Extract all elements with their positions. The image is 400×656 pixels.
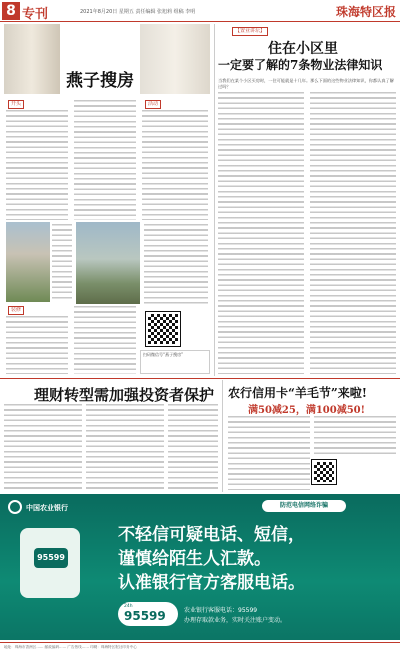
qr-caption: 扫码微信号“燕子搜房” [143, 352, 184, 357]
building-photo-top-right [140, 24, 210, 94]
hotline-number: 95599 [124, 609, 166, 623]
section-divider [0, 378, 400, 379]
column-divider [214, 24, 215, 376]
section-title: 专刊 [22, 7, 49, 22]
article-intro: 当我们在某个小区买房时，一住可能就是十几年。那么下面的这些物业法律知识，你都认真了解过吗？ [218, 78, 394, 89]
article-text-column [86, 404, 164, 490]
article-title-line2: 一定要了解的7条物业法律知识 [218, 58, 383, 72]
ad-line2: 谨慎给陌生人汇款。 [118, 549, 271, 569]
bank-logo-text: 中国农业银行 [26, 504, 68, 512]
section-tag: 活动 [145, 100, 161, 109]
phone-screen-number: 95599 [34, 548, 68, 568]
article-text-column [6, 316, 68, 374]
hotline-note2: 办理存取款业务，实时关注账户变动。 [184, 617, 287, 624]
section-tag: 装修 [8, 306, 24, 315]
column-divider [222, 380, 223, 492]
article-text-column [314, 416, 396, 456]
article-text-column [74, 306, 136, 374]
article-text-column [144, 224, 208, 304]
article-text-column [142, 110, 208, 220]
qr-code [146, 312, 180, 346]
page-footer: 地址：珠海市香洲区…… 邮政编码…… 广告热线…… 印刷：珠海特区报社印务中心 [0, 642, 400, 656]
article-title-line1: 住在小区里 [268, 41, 338, 57]
article-title-bank: 农行信用卡“羊毛节”来啦! [228, 386, 368, 400]
article-text-column [52, 224, 72, 302]
date-line: 2021年8月20日 星期五 责任编辑 张旭莉 组稿 李明 [80, 9, 196, 15]
article-text-column [218, 92, 304, 374]
ad-line1: 不轻信可疑电话、短信， [118, 525, 305, 545]
article-title-finance: 理财转型需加强投资者保护 [34, 386, 215, 404]
hotline-small: 24h [124, 604, 133, 609]
article-text-column [74, 100, 136, 220]
bank-qr-code [312, 460, 336, 484]
article-text-column [228, 416, 310, 490]
page-number: 8 [2, 2, 20, 20]
article-title-yanzi: 燕子搜房 [66, 71, 134, 91]
building-photo-top [4, 24, 60, 94]
kicker-tag: 【置业讲坛】 [232, 27, 268, 36]
article-text-column [168, 404, 218, 490]
section-tag: 开头 [8, 100, 24, 109]
ad-banner: 防范电信网络诈骗 [262, 500, 346, 512]
residential-photo [6, 222, 50, 302]
article-text-column [310, 92, 396, 374]
article-subtitle-bank: 满50减25，满100减50! [248, 405, 366, 416]
abc-logo-icon [8, 500, 22, 514]
article-text-column [4, 404, 82, 490]
hotline-note: 农业银行客服电话：95599 [184, 607, 258, 614]
newspaper-brand: 珠海特区报 [335, 5, 396, 19]
article-text-column [6, 110, 68, 220]
ad-line3: 认准银行官方客服电话。 [118, 573, 305, 593]
garden-photo [76, 222, 140, 304]
